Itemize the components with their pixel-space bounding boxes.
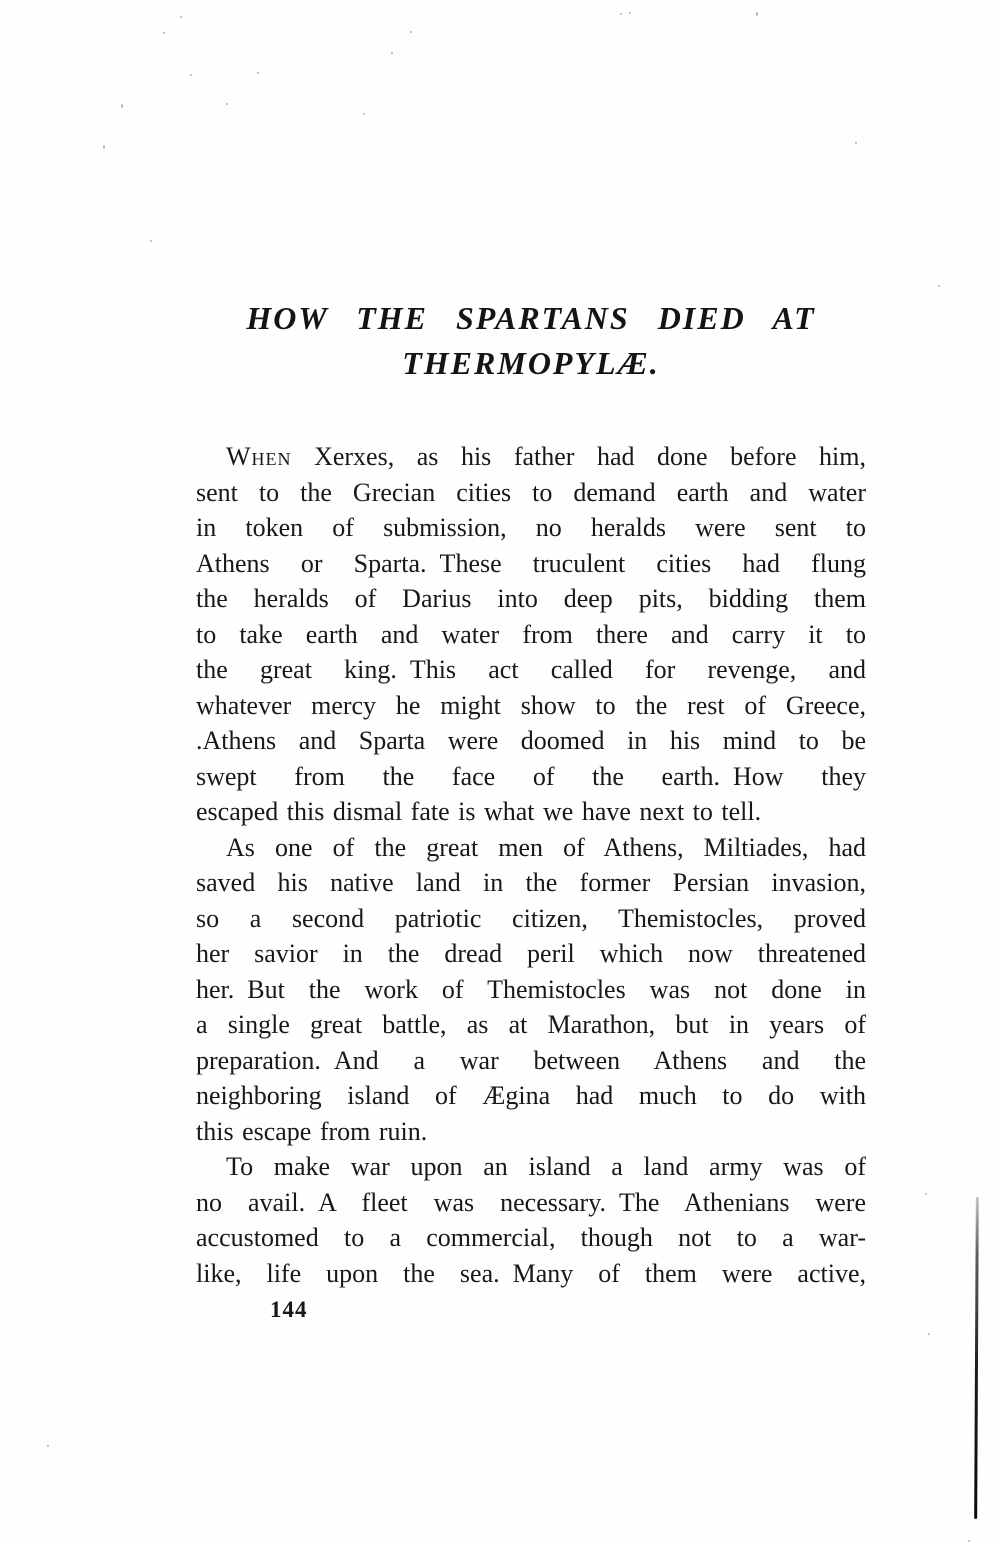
text-line: swept from the face of the earth. How they xyxy=(196,761,866,791)
text-line: Athens or Sparta. These truculent cities had flung xyxy=(196,548,866,578)
scan-speck xyxy=(756,12,758,16)
paragraph-2 xyxy=(196,830,866,1150)
scan-speck xyxy=(938,285,940,287)
scan-speck xyxy=(629,12,631,14)
scan-artifact-line xyxy=(974,1197,979,1519)
text-line: escaped this dismal fate is what we have next to tell. xyxy=(196,797,762,826)
text-block xyxy=(196,296,866,1328)
text-line: neighboring island of Ægina had much to do with xyxy=(196,1081,866,1110)
scan-speck xyxy=(163,32,165,34)
scan-speck xyxy=(410,31,412,33)
scan-speck xyxy=(180,16,182,18)
scan-speck xyxy=(190,74,192,76)
scan-speck xyxy=(103,145,105,149)
scan-speck xyxy=(925,1193,927,1195)
text-line: no avail. A fleet was necessary. The Athenians were xyxy=(196,1187,866,1217)
page-title-line1: HOW THE SPARTANS DIED AT xyxy=(246,300,816,336)
page-number: 144 xyxy=(270,1297,308,1322)
scan-speck xyxy=(226,103,228,105)
scan-speck xyxy=(391,52,393,54)
scan-speck xyxy=(620,13,622,15)
text-line: the heralds of Darius into deep pits, bidding them xyxy=(196,584,866,613)
paragraph-1 xyxy=(196,439,866,830)
text-line: her savior in the dread peril which now threatened xyxy=(196,939,866,968)
scan-speck xyxy=(968,1540,970,1542)
text-line: preparation. And a war between Athens and the xyxy=(196,1045,866,1075)
text-line: the great king. This act called for revenge, and xyxy=(196,655,866,684)
text-line: a single great battle, as at Marathon, but in years of xyxy=(196,1010,866,1039)
scan-speck xyxy=(855,142,857,144)
text-line: so a second patriotic citizen, Themistocles, proved xyxy=(196,903,866,933)
text-line: To make war upon an island a land army was of xyxy=(226,1152,866,1181)
text-line: .Athens and Sparta were doomed in his mind to be xyxy=(196,726,866,755)
scan-speck xyxy=(150,240,152,242)
body-text xyxy=(196,439,866,1328)
paragraph-3 xyxy=(196,1149,866,1291)
text-line: in token of submission, no heralds were sent to xyxy=(196,513,866,542)
text-line-rest: Xerxes, as his father had done before him, xyxy=(291,442,866,471)
text-line: her. But the work of Themistocles was not done in xyxy=(196,974,866,1004)
text-line: saved his native land in the former Persian invasion, xyxy=(196,868,866,897)
text-line: to take earth and water from there and carry it to xyxy=(196,619,866,649)
text-line: whatever mercy he might show to the rest of Greece, xyxy=(196,690,866,720)
lead-word: When xyxy=(226,442,292,471)
text-line: this escape from ruin. xyxy=(196,1116,428,1146)
text-line: As one of the great men of Athens, Miltiades, had xyxy=(226,832,866,862)
scan-speck xyxy=(363,113,365,115)
page-title xyxy=(196,296,866,386)
scan-speck xyxy=(47,1445,49,1447)
page-title-line2: THERMOPYLÆ. xyxy=(402,345,660,381)
text-line: like, life upon the sea. Many of them were active, xyxy=(196,1258,866,1288)
scan-speck xyxy=(928,1333,930,1335)
scan-speck xyxy=(121,104,123,108)
scan-speck xyxy=(257,72,259,74)
text-line: sent to the Grecian cities to demand earth and water xyxy=(196,477,866,507)
text-line xyxy=(196,439,866,475)
text-line: accustomed to a commercial, though not to a war- xyxy=(196,1223,866,1252)
